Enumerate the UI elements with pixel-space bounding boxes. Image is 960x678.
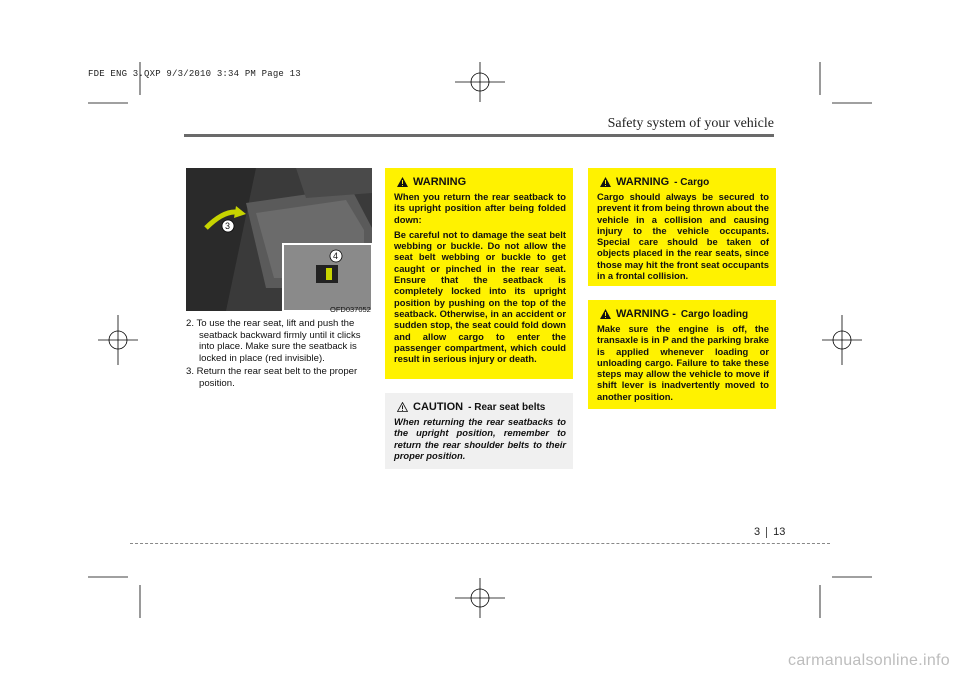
page-number	[754, 526, 785, 538]
callout-3: 3	[225, 221, 231, 231]
callout-4: 4	[333, 251, 339, 261]
warning-triangle-icon	[600, 309, 611, 319]
caution-belts-body: When returning the rear seatbacks to the upright position, remember to return the rear shoulder belts to their proper position.	[394, 416, 566, 461]
print-slug: FDE ENG 3.QXP 9/3/2010 3:34 PM Page 13	[88, 69, 301, 79]
warning-triangle-icon	[397, 177, 408, 187]
warning-cargo-body: Cargo should always be secured to prevent it from being thrown about the vehicle in a collision and causing injury to the vehicle occupants. Special care should be taken of objects placed in the rear seats, since those may hit the front seat occupants in a frontal collision.	[597, 191, 769, 282]
caution-belts-heading	[394, 401, 566, 413]
warning-cargo-title: WARNING	[616, 176, 670, 188]
rear-seat-illustration	[186, 168, 372, 311]
warning-loading-heading	[597, 308, 769, 320]
footer-dashed-rule	[130, 543, 830, 544]
warning-seatback-body	[394, 191, 566, 364]
caution-triangle-icon	[397, 402, 408, 412]
warning-seatback-heading	[394, 176, 566, 188]
header-rule	[184, 134, 774, 137]
warning-cargo-heading	[597, 176, 769, 188]
warning-seatback-para-1: When you return the rear seatback to its upright position after being folded down:	[394, 191, 566, 225]
step-2: 2. To use the rear seat, lift and push the seatback backward firmly until it clicks into place. Make sure the seatback is locked in place (red invisible).	[186, 318, 361, 364]
warning-seatback-box	[385, 168, 573, 379]
page-number-value: 13	[773, 526, 786, 538]
page-header-title: Safety system of your vehicle	[607, 116, 774, 131]
warning-loading-body: Make sure the engine is off, the transaxle is in P and the parking brake is applied whenever loading or unloading cargo. Failure to take these steps may allow the vehicle to move if shift lever is inadvertently moved to another position.	[597, 323, 769, 402]
warning-loading-box	[588, 300, 776, 409]
warning-seatback-para-2: Be careful not to damage the seat belt webbing or buckle. Do not allow the seat belt webbing or buckle to get caught or pinched in the rear seat. Ensure that the seatback is completely locked into its upright position by pushing on the top of the seatback. Otherwise, in an accident or sudden stop, the seat could fold down and allow cargo to enter the passenger compartment, which could result in serious injury or death.	[394, 228, 566, 365]
rear-seat-photo	[186, 168, 372, 311]
warning-cargo-box	[588, 168, 776, 286]
instruction-steps	[186, 318, 374, 392]
warning-cargo-subtitle: - Cargo	[674, 176, 710, 188]
warning-seatback-title: WARNING	[413, 176, 467, 188]
site-watermark: carmanualsonline.info	[788, 652, 950, 669]
step-3: 3. Return the rear seat belt to the proper position.	[186, 366, 358, 389]
warning-triangle-icon	[600, 177, 611, 187]
figure-code: OFD037052	[330, 305, 371, 314]
warning-loading-subtitle: Cargo loading	[680, 308, 749, 320]
chapter-number: 3	[754, 526, 761, 538]
caution-belts-box	[385, 393, 573, 469]
warning-loading-title: WARNING -	[616, 308, 676, 320]
caution-belts-title: CAUTION	[413, 401, 464, 413]
page-number-separator	[766, 527, 767, 538]
caution-belts-subtitle: - Rear seat belts	[468, 401, 546, 413]
